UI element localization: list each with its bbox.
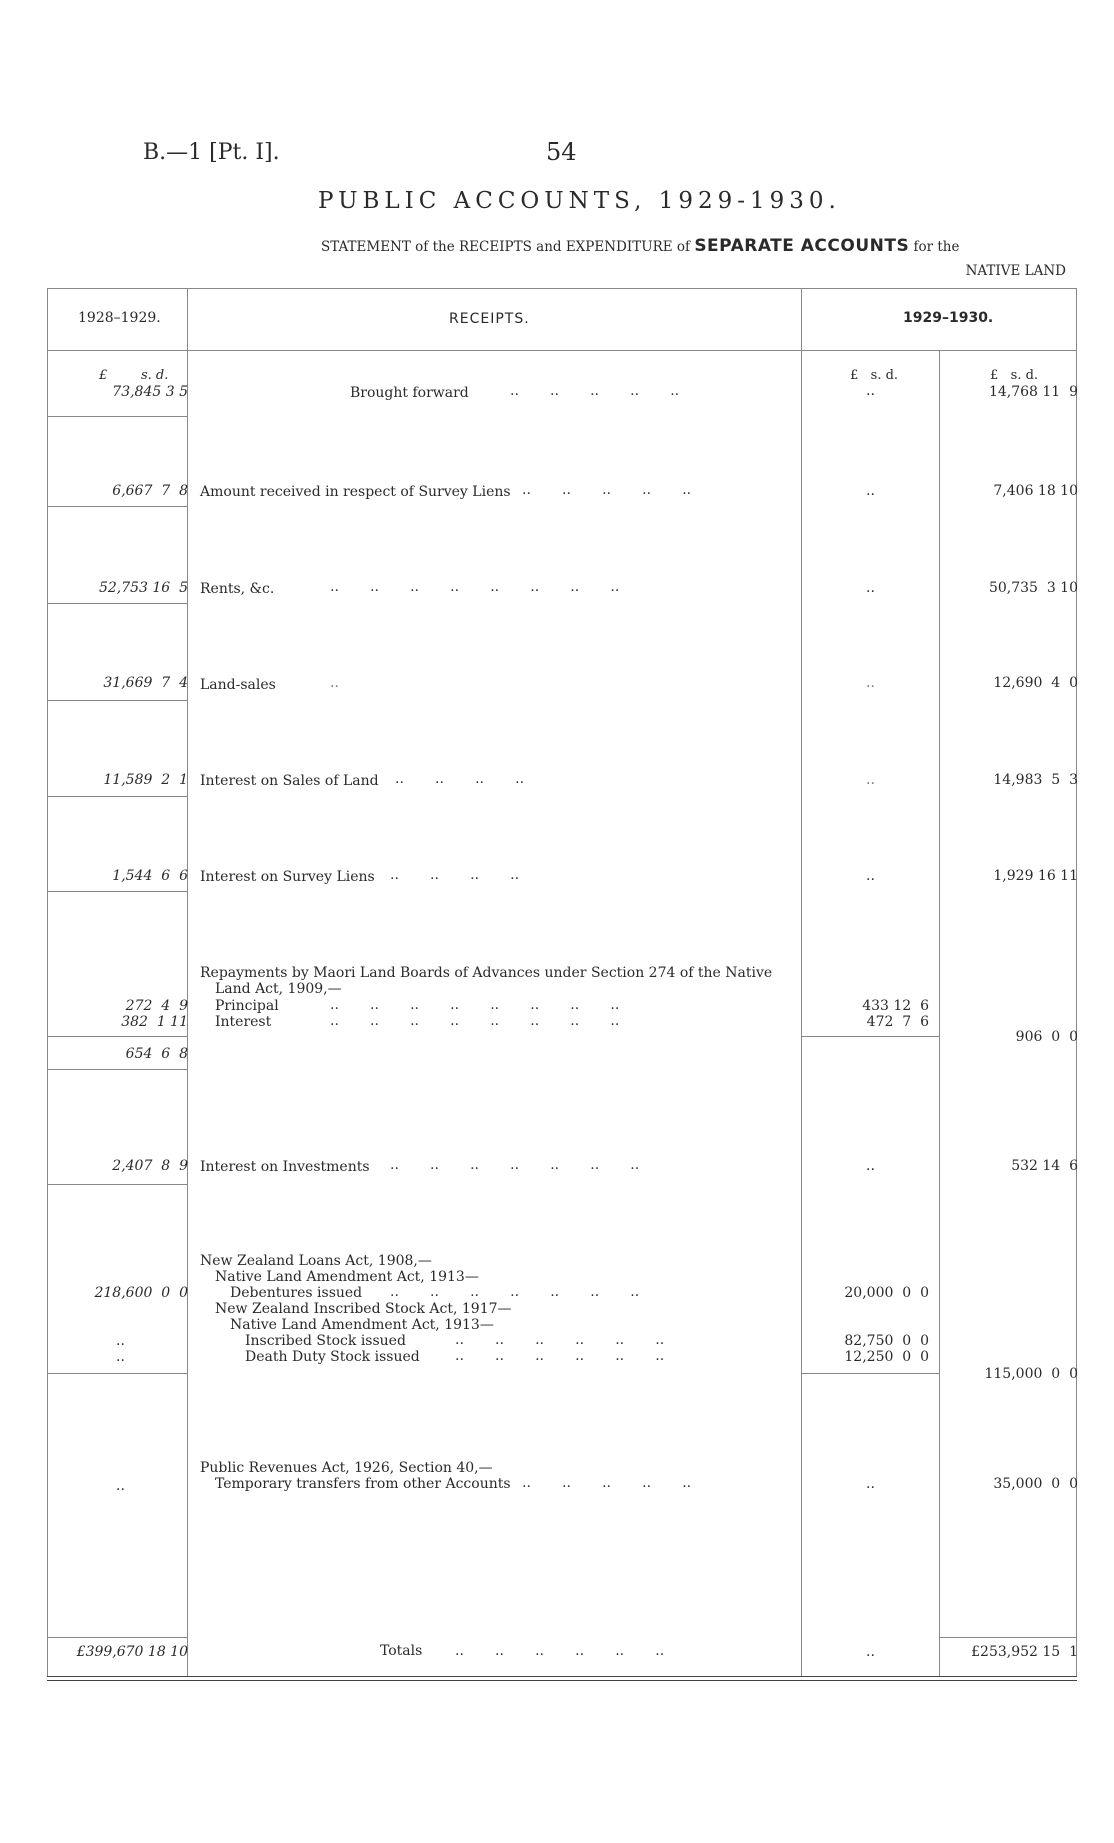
leader-dots: .. .. .. .. ..	[510, 383, 680, 399]
row-label: Rents, &c.	[200, 581, 275, 597]
leader-dots: .. .. .. .. .. .. ..	[390, 1284, 640, 1300]
page-title: PUBLIC ACCOUNTS, 1929-1930.	[318, 188, 841, 214]
total-amount: 7,406 18 10	[993, 483, 1078, 499]
unit-left-sd: s. d.	[141, 368, 169, 383]
loans-prev-1: 218,600 0 0	[94, 1285, 188, 1301]
total-amount: 14,983 5 3	[993, 772, 1078, 788]
principal-sub: 433 12 6	[862, 998, 929, 1014]
sub-amount: ..	[866, 483, 875, 499]
sub-amount: ..	[866, 868, 875, 884]
subtotal-prev: 654 6 8	[125, 1046, 188, 1062]
leader-dots: .. .. .. .. .. .. ..	[390, 1157, 640, 1173]
row-label: Amount received in respect of Survey Liens	[200, 484, 511, 500]
totals-rule-left	[47, 1637, 188, 1638]
sub-amount: ..	[866, 772, 875, 788]
col-divider-total	[939, 350, 940, 1676]
row-label: Brought forward	[350, 385, 469, 401]
interest-label: Interest	[215, 1014, 272, 1030]
loans-label-4: New Zealand Inscribed Stock Act, 1917—	[215, 1301, 512, 1317]
sub-amount: ..	[866, 580, 875, 596]
loans-label-6: Inscribed Stock issued	[245, 1333, 406, 1349]
statement-subtitle-line2: NATIVE LAND	[965, 263, 1066, 279]
document-reference: B.—1 [Pt. I].	[143, 140, 280, 165]
prev-amount: 2,407 8 9	[112, 1158, 188, 1174]
total-amount: 35,000 0 0	[993, 1476, 1078, 1492]
table-top-rule	[47, 288, 1077, 289]
principal-label: Principal	[215, 998, 279, 1014]
sub-rule	[801, 1036, 939, 1037]
leader-dots: .. .. .. .. .. ..	[455, 1643, 665, 1659]
row-rule	[47, 1184, 188, 1185]
loans-label-5: Native Land Amendment Act, 1913—	[230, 1317, 494, 1333]
header-gap	[801, 350, 802, 351]
loans-label-1: New Zealand Loans Act, 1908,—	[200, 1253, 432, 1269]
prev-amount: 73,845 3 5	[112, 384, 188, 400]
totals-sub: ..	[866, 1644, 875, 1660]
totals-total: £253,952 15 1	[971, 1644, 1078, 1660]
row-rule	[47, 603, 188, 604]
leader-dots: .. .. .. ..	[395, 771, 525, 787]
subtotal-rule-bottom	[47, 1069, 188, 1070]
row-label: Interest on Survey Liens	[200, 869, 375, 885]
leader-dots: .. .. .. .. ..	[522, 1475, 692, 1491]
total-amount: 50,735 3 10	[988, 580, 1078, 596]
row-label-line1: Public Revenues Act, 1926, Section 40,—	[200, 1460, 493, 1476]
prev-amount: 1,544 6 6	[112, 868, 188, 884]
unit-mid: £ s. d.	[850, 368, 899, 383]
leader-dots: .. .. .. .. .. ..	[455, 1348, 665, 1364]
loans-label-3: Debentures issued	[230, 1285, 363, 1301]
col-head-receipts: RECEIPTS.	[449, 311, 530, 327]
row-label-line2: Land Act, 1909,—	[215, 981, 342, 997]
totals-prev: £399,670 18 10	[76, 1644, 188, 1660]
col-head-curr-year: 1929–1930.	[903, 310, 994, 326]
totals-label: Totals	[380, 1643, 423, 1659]
row-rule	[47, 1373, 188, 1374]
subtotal-rule-top	[47, 1036, 188, 1037]
prev-amount: 52,753 16 5	[98, 580, 188, 596]
loans-label-7: Death Duty Stock issued	[245, 1349, 420, 1365]
unit-right: £ s. d.	[990, 368, 1039, 383]
leader-dots: .. .. .. .. .. .. .. ..	[330, 1013, 620, 1029]
sub-amount: ..	[866, 1158, 875, 1174]
subtitle-pre: STATEMENT of the RECEIPTS and EXPENDITURE of	[321, 239, 691, 255]
prev-amount: 6,667 7 8	[112, 483, 188, 499]
leader-dots: ..	[330, 675, 339, 691]
prev-amount: 31,669 7 4	[103, 675, 188, 691]
loans-prev-2: ..	[116, 1333, 125, 1349]
loans-prev-3: ..	[116, 1349, 125, 1365]
row-rule	[47, 506, 188, 507]
loans-sub-1: 20,000 0 0	[844, 1285, 929, 1301]
row-rule	[47, 796, 188, 797]
total-amount: 115,000 0 0	[984, 1366, 1078, 1382]
sub-amount: ..	[866, 383, 875, 399]
sub-rule	[801, 1373, 939, 1374]
leader-dots: .. .. .. .. .. .. .. ..	[330, 997, 620, 1013]
col-head-prev-year: 1928–1929.	[78, 310, 161, 326]
row-label: Interest on Investments	[200, 1159, 370, 1175]
principal-prev: 272 4 9	[125, 998, 188, 1014]
row-rule	[47, 891, 188, 892]
total-amount: 12,690 4 0	[993, 675, 1078, 691]
total-amount: 1,929 16 11	[993, 868, 1078, 884]
header-bottom-rule	[47, 350, 1077, 351]
sub-amount: ..	[866, 675, 875, 691]
sub-amount: ..	[866, 1476, 875, 1492]
total-amount: 906 0 0	[1015, 1029, 1078, 1045]
total-amount: 532 14 6	[1011, 1158, 1078, 1174]
row-rule	[47, 416, 188, 417]
prev-amount: ..	[116, 1478, 125, 1494]
subtitle-post: for the	[913, 239, 960, 255]
row-label-line1: Repayments by Maori Land Boards of Advances under Section 274 of the Native	[200, 965, 773, 981]
loans-sub-2: 82,750 0 0	[844, 1333, 929, 1349]
leader-dots: .. .. .. .. .. ..	[455, 1332, 665, 1348]
interest-prev: 382 1 11	[121, 1014, 188, 1030]
interest-sub: 472 7 6	[866, 1014, 929, 1030]
loans-label-2: Native Land Amendment Act, 1913—	[215, 1269, 479, 1285]
totals-rule-right	[939, 1637, 1077, 1638]
page-number: 54	[546, 138, 577, 166]
row-label: Interest on Sales of Land	[200, 773, 379, 789]
table-bottom-rule	[47, 1676, 1077, 1677]
leader-dots: .. .. .. .. .. .. .. ..	[330, 579, 620, 595]
total-amount: 14,768 11 9	[988, 384, 1078, 400]
prev-amount: 11,589 2 1	[103, 772, 188, 788]
leader-dots: .. .. .. .. ..	[522, 482, 692, 498]
loans-sub-3: 12,250 0 0	[844, 1349, 929, 1365]
unit-left-pound: £	[99, 368, 108, 383]
col-divider-sub	[801, 288, 802, 1676]
row-label-line2: Temporary transfers from other Accounts	[215, 1476, 511, 1492]
table-left-rule	[47, 288, 48, 1676]
leader-dots: .. .. .. ..	[390, 867, 520, 883]
row-rule	[47, 700, 188, 701]
statement-subtitle	[321, 236, 960, 256]
subtitle-strong: SEPARATE ACCOUNTS	[694, 236, 910, 256]
row-label: Land-sales	[200, 677, 276, 693]
table-bottom-rule-double	[47, 1680, 1077, 1681]
